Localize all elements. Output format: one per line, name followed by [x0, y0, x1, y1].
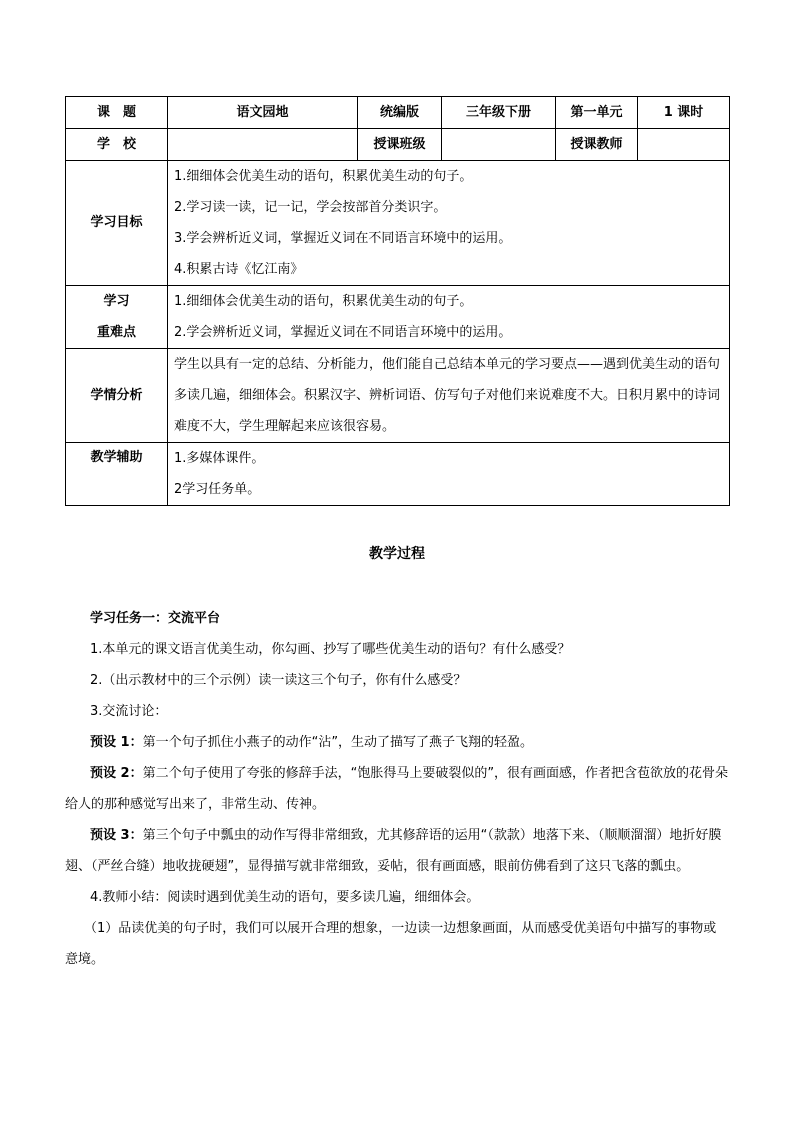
key-point-item: 2.学会辨析近义词，掌握近义词在不同语言环境中的运用。 — [174, 325, 512, 340]
grade: 三年级下册 — [442, 97, 556, 129]
key-points-label — [66, 286, 168, 349]
question-3: 3.交流讨论： — [90, 704, 168, 719]
analysis-cell — [168, 349, 730, 443]
course-value: 语文园地 — [168, 97, 358, 129]
summary-1: （1）品读优美的句子时，我们可以展开合理的想象，一边读一边想象画面，从而感受优美语句中描写的事物或意境。 — [65, 921, 717, 967]
analysis-row — [66, 349, 730, 443]
preset-2 — [65, 758, 729, 820]
aid-item: 2学习任务单。 — [174, 482, 261, 497]
task1-title: 学习任务一：交流平台 — [90, 611, 221, 626]
key-points-row — [66, 286, 730, 349]
question-4: 4.教师小结：阅读时遇到优美生动的语句，要多读几遍，细细体会。 — [90, 890, 480, 905]
objective-item: 3.学会辨析近义词，掌握近义词在不同语言环境中的运用。 — [174, 231, 512, 246]
objectives-list — [168, 161, 730, 286]
aid-item: 1.多媒体课件。 — [174, 451, 265, 466]
process-body — [65, 603, 729, 975]
objectives-label: 学习目标 — [66, 161, 168, 286]
class-label: 授课班级 — [358, 129, 442, 161]
school-value — [168, 129, 358, 161]
edition: 统编版 — [358, 97, 442, 129]
preset-1-label: 预设 1： — [90, 735, 143, 750]
header-row — [66, 97, 730, 129]
aids-list — [168, 443, 730, 506]
key-points-list — [168, 286, 730, 349]
preset-2-label: 预设 2： — [90, 766, 143, 781]
preset-3 — [65, 820, 729, 882]
analysis-label: 学情分析 — [66, 349, 168, 443]
aids-label: 教学辅助 — [66, 443, 168, 506]
objective-item: 1.细细体会优美生动的语句，积累优美生动的句子。 — [174, 169, 473, 184]
lesson-plan-table — [65, 96, 730, 506]
process-title: 教学过程 — [369, 546, 425, 562]
objective-item: 2.学习读一读，记一记，学会按部首分类识字。 — [174, 200, 447, 215]
preset-3-label: 预设 3： — [90, 828, 143, 843]
lessons: 1 课时 — [638, 97, 730, 129]
school-row — [66, 129, 730, 161]
key-points-label-line2: 重难点 — [96, 325, 136, 340]
question-2: 2.（出示教材中的三个示例）读一读这三个句子，你有什么感受？ — [90, 673, 467, 688]
aids-row — [66, 443, 730, 506]
objective-item: 4.积累古诗《忆江南》 — [174, 262, 304, 277]
preset-3-text: 第三个句子中瓢虫的动作写得非常细致，尤其修辞语的运用“（款款）地落下来、（顺顺溜溜）地折好膜翅、（严丝合缝）地收拢硬翅”，显得描写就非常细致，妥帖，很有画面感，眼前仿佛看到了这只飞落的瓢虫。 — [65, 828, 722, 874]
analysis-text: 学生以具有一定的总结、分析能力，他们能自己总结本单元的学习要点——遇到优美生动的语句多读几遍，细细体会。积累汉字、辨析词语、仿写句子对他们来说难度不大。日积月累中的诗词难度不大，学生理解起来应该很容易。 — [174, 357, 721, 434]
preset-1-text: 第一个句子抓住小燕子的动作“沾”，生动了描写了燕子飞翔的轻盈。 — [142, 735, 534, 750]
teacher-label: 授课教师 — [556, 129, 638, 161]
key-points-label-line1: 学习 — [103, 294, 130, 309]
school-label: 学 校 — [66, 129, 168, 161]
objectives-row — [66, 161, 730, 286]
key-point-item: 1.细细体会优美生动的语句，积累优美生动的句子。 — [174, 294, 473, 309]
question-1: 1.本单元的课文语言优美生动，你勾画、抄写了哪些优美生动的语句？有什么感受？ — [90, 642, 571, 657]
class-value — [442, 129, 556, 161]
teacher-value — [638, 129, 730, 161]
course-label: 课 题 — [66, 97, 168, 129]
preset-2-text: 第二个句子使用了夸张的修辞手法，“饱胀得马上要破裂似的”，很有画面感，作者把含苞欲放的花骨朵给人的那种感觉写出来了，非常生动、传神。 — [65, 766, 729, 812]
preset-1 — [77, 727, 729, 758]
unit: 第一单元 — [556, 97, 638, 129]
